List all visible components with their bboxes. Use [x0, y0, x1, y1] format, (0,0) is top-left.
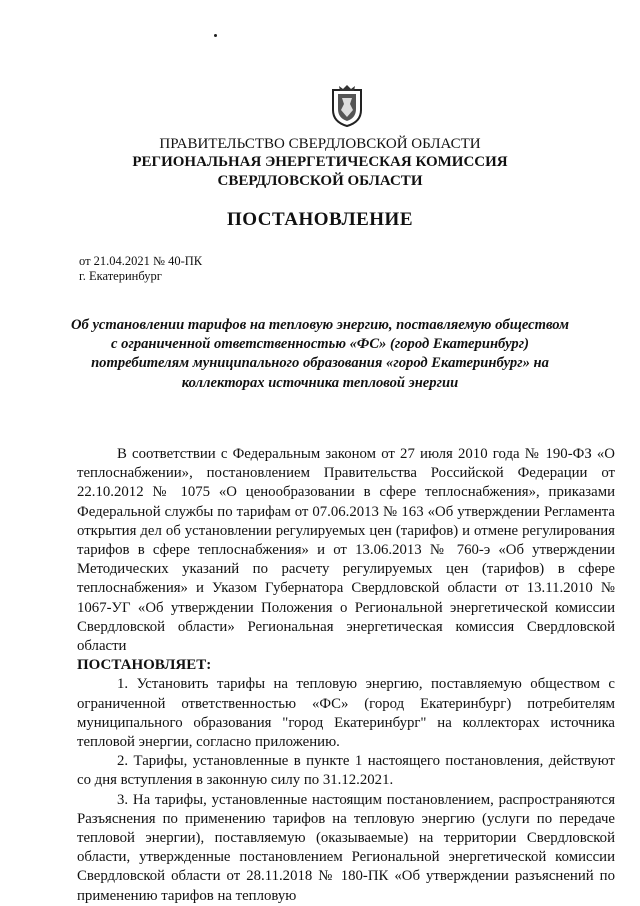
- paragraph-1: 1. Установить тарифы на тепловую энергию, поставляемую обществом с ограниченной ответственностью «ФС» (город Екатеринбург) потребителям муниципального образования "город Екатеринбург" на коллекторах источника тепловой энергии, согласно приложению.: [77, 676, 615, 751]
- scan-speck: [214, 34, 217, 37]
- government-name: ПРАВИТЕЛЬСТВО СВЕРДЛОВСКОЙ ОБЛАСТИ: [159, 136, 481, 152]
- intro-paragraph: В соответствии с Федеральным законом от 27 июля 2010 года № 190-ФЗ «О теплоснабжении», постановлением Правительства Российской Федерации от 22.10.2012 № 1075 «О ценообразовании в сфере теплоснабжения», приказами Федеральной службы по тарифам от 07.06.2013 № 163 «Об утверждении Регламента открытия дел об установлении регулируемых цен (тарифов) и отмене регулирования тарифов в сфере теплоснабжения» и от 13.06.2013 № 760-э «Об утверждении Методических указаний по расчету регулируемых цен (тарифов) в сфере теплоснабжения» и Указом Губернатора Свердловской области от 13.11.2010 № 1067-УГ «Об утверждении Положения о Региональной энергетической комиссии Свердловской области» Региональная энергетическая комиссия Свердловской области: [77, 446, 615, 655]
- commission-name-line-1: РЕГИОНАЛЬНАЯ ЭНЕРГЕТИЧЕСКАЯ КОМИССИЯ: [132, 154, 508, 170]
- coat-of-arms-icon: [329, 84, 365, 128]
- document-subject: Об установлении тарифов на тепловую энергию, поставляемую обществом с ограниченной ответственностью «ФС» (город Екатеринбург) потребителям муниципального образования «город Екатеринбург» на коллекторах источника тепловой энергии: [70, 317, 570, 391]
- commission-name-line-2: СВЕРДЛОВСКОЙ ОБЛАСТИ: [217, 173, 423, 189]
- document-body: [77, 445, 615, 904]
- document-date-number: от 21.04.2021 № 40-ПК: [79, 254, 203, 268]
- document-title: ПОСТАНОВЛЕНИЕ: [226, 209, 414, 230]
- decree-heading: ПОСТАНОВЛЯЕТ:: [77, 657, 212, 674]
- document-city: г. Екатеринбург: [79, 269, 162, 283]
- paragraph-2: 2. Тарифы, установленные в пункте 1 настоящего постановления, действуют со дня вступления в законную силу по 31.12.2021.: [77, 753, 615, 789]
- paragraph-3: 3. На тарифы, установленные настоящим постановлением, распространяются Разъяснения по применению тарифов на тепловую энергию (услуги по передаче тепловой энергии), поставляемую (оказываемые) на территории Свердловской области, утвержденные постановлением Региональной энергетической комиссии Свердловской области от 28.11.2018 № 180-ПК «Об утверждении разъяснений по применению тарифов на тепловую: [77, 791, 615, 904]
